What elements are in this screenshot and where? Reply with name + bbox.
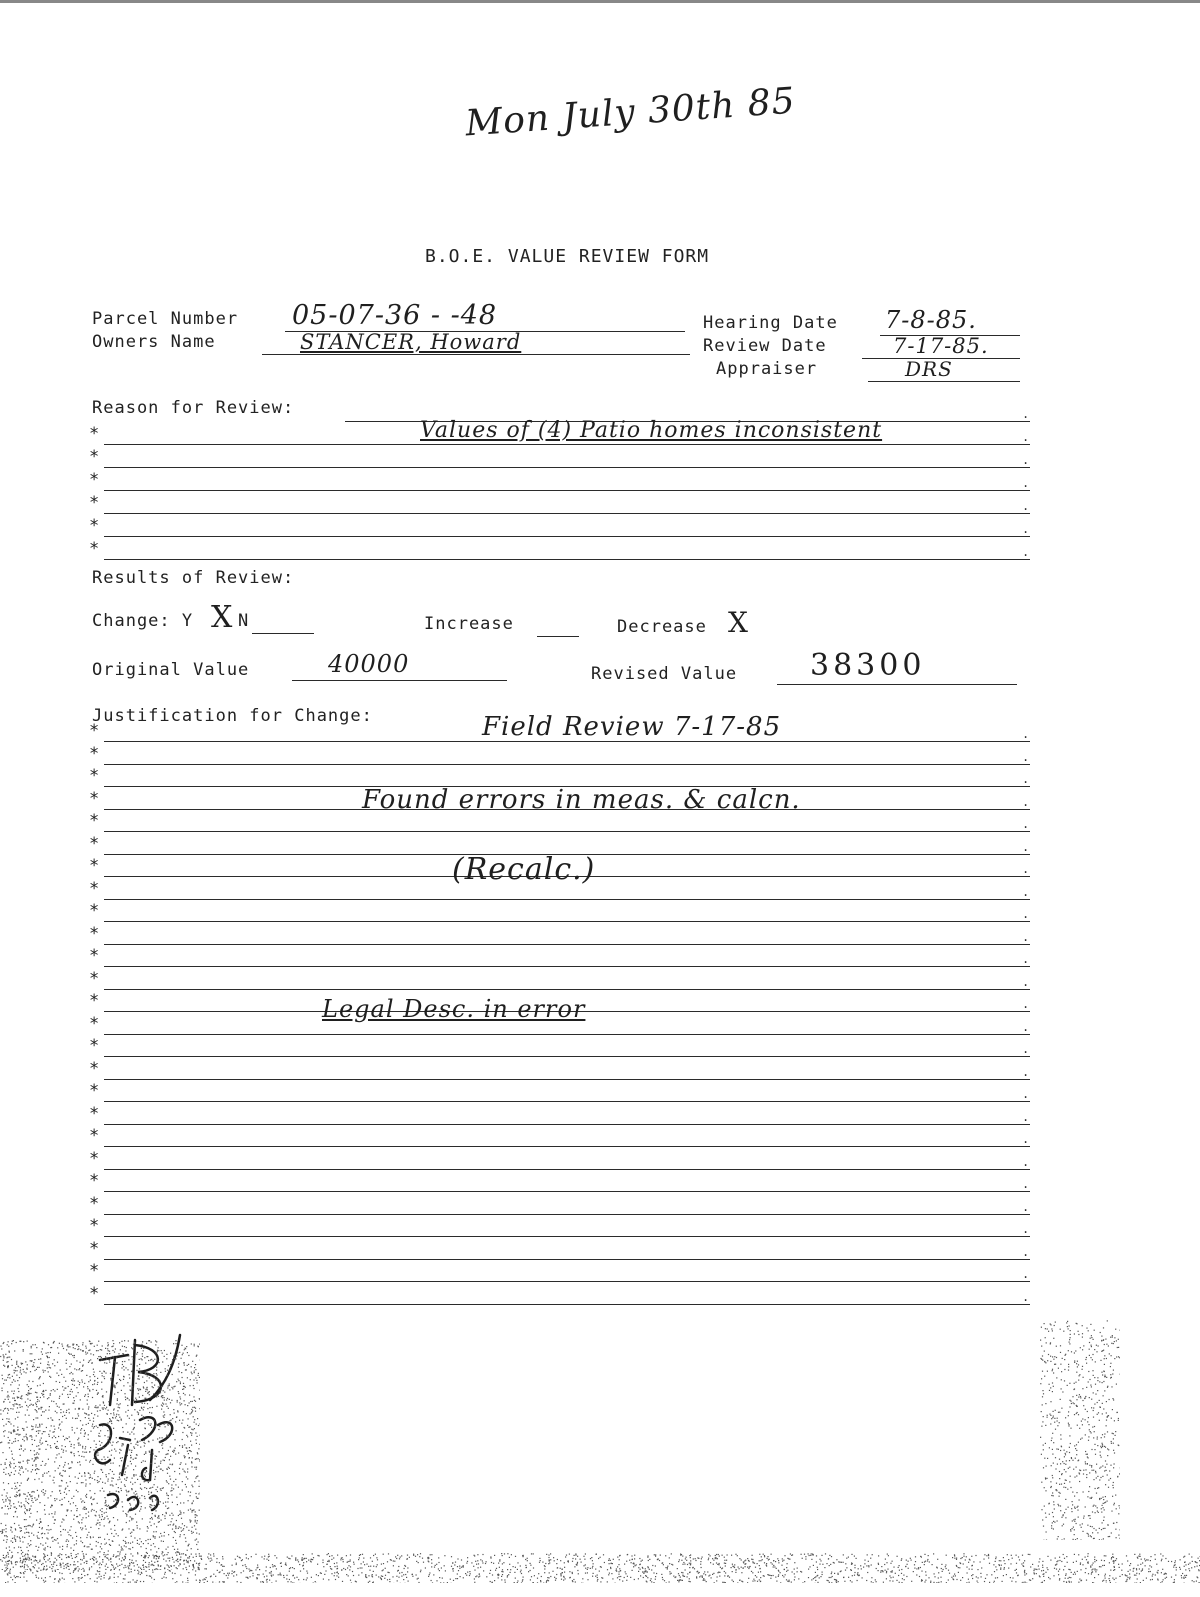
- justification-line: [104, 1214, 1030, 1215]
- decrease-mark: X: [728, 606, 749, 639]
- reason-line: [104, 536, 1030, 537]
- reason-line: [104, 467, 1030, 468]
- line-end-mark: .: [1022, 862, 1030, 876]
- justification-label: Justification for Change:: [92, 706, 373, 726]
- justification-bullet: *: [89, 879, 100, 899]
- line-end-mark: .: [1022, 1110, 1030, 1124]
- scan-noise-bottom: [0, 1553, 1200, 1583]
- line-end-mark: .: [1022, 1065, 1030, 1079]
- owners-name-value: STANCER, Howard: [300, 330, 522, 354]
- justification-line: [104, 1236, 1030, 1237]
- justification-bullet: *: [89, 1104, 100, 1124]
- justification-line: [104, 966, 1030, 967]
- line-end-mark: .: [1022, 795, 1030, 809]
- reason-bullet: *: [89, 447, 100, 467]
- justification-line-13-text: Legal Desc. in error: [322, 995, 586, 1023]
- review-date-label: Review Date: [703, 336, 827, 356]
- line-end-mark: .: [1022, 930, 1030, 944]
- line-end-mark: .: [1022, 545, 1030, 559]
- line-end-mark: .: [1022, 750, 1030, 764]
- review-date-value: 7-17-85.: [893, 334, 989, 358]
- line-end-mark: .: [1022, 1177, 1030, 1191]
- appraiser-underline: [868, 381, 1020, 382]
- justification-bullet: *: [89, 811, 100, 831]
- line-end-mark: .: [1022, 1020, 1030, 1034]
- owners-name-underline: [262, 354, 690, 355]
- reason-line: [104, 490, 1030, 491]
- change-yes-mark: X: [211, 600, 234, 635]
- justification-bullet: *: [89, 1171, 100, 1191]
- line-end-mark: .: [1022, 817, 1030, 831]
- line-end-mark: .: [1022, 1222, 1030, 1236]
- appraiser-value: DRS: [905, 357, 953, 381]
- justification-line: [104, 1101, 1030, 1102]
- justification-bullet: *: [89, 991, 100, 1011]
- justification-line: [104, 921, 1030, 922]
- justification-line: [104, 1281, 1030, 1282]
- reason-bullet: *: [89, 516, 100, 536]
- line-end-mark: .: [1022, 499, 1030, 513]
- original-value-text: 40000: [328, 650, 410, 678]
- justification-line: [104, 899, 1030, 900]
- owners-name-label: Owners Name: [92, 332, 216, 352]
- justification-bullet: *: [89, 969, 100, 989]
- results-of-review-label: Results of Review:: [92, 568, 295, 588]
- justification-bullet: *: [89, 856, 100, 876]
- revised-value-text: 38300: [810, 648, 926, 683]
- reason-bullet: *: [89, 493, 100, 513]
- appraiser-label: Appraiser: [716, 359, 818, 379]
- line-end-mark: .: [1022, 1245, 1030, 1259]
- reason-bullet: *: [89, 539, 100, 559]
- reason-line: [104, 559, 1030, 560]
- justification-bullet: *: [89, 1149, 100, 1169]
- line-end-mark: .: [1022, 1290, 1030, 1304]
- change-no-label: N: [238, 611, 250, 631]
- line-end-mark: .: [1022, 840, 1030, 854]
- change-no-underline: [252, 633, 314, 634]
- change-label: Change: Y: [92, 611, 194, 631]
- line-end-mark: .: [1022, 1267, 1030, 1281]
- increase-label: Increase: [424, 614, 514, 634]
- line-end-mark: .: [1022, 1087, 1030, 1101]
- line-end-mark: .: [1022, 772, 1030, 786]
- justification-bullet: *: [89, 766, 100, 786]
- line-end-mark: .: [1022, 952, 1030, 966]
- line-end-mark: .: [1022, 1200, 1030, 1214]
- line-end-mark: .: [1022, 407, 1030, 421]
- line-end-mark: .: [1022, 907, 1030, 921]
- reason-for-review-label: Reason for Review:: [92, 398, 295, 418]
- justification-bullet: *: [89, 1126, 100, 1146]
- parcel-number-label: Parcel Number: [92, 309, 239, 329]
- parcel-number-value: 05-07-36 - -48: [292, 300, 498, 331]
- justification-line: [104, 1056, 1030, 1057]
- reason-line: [104, 444, 1030, 445]
- justification-bullet: *: [89, 946, 100, 966]
- original-value-label: Original Value: [92, 660, 250, 680]
- justification-line: [104, 741, 1030, 742]
- handwritten-date-note: Mon July 30th 85: [463, 80, 797, 145]
- justification-line-7-text: (Recalc.): [452, 852, 596, 887]
- justification-line: [104, 764, 1030, 765]
- justification-line: [104, 1034, 1030, 1035]
- form-title: B.O.E. VALUE REVIEW FORM: [425, 246, 710, 267]
- reason-line: [104, 513, 1030, 514]
- line-end-mark: .: [1022, 885, 1030, 899]
- line-end-mark: .: [1022, 1042, 1030, 1056]
- justification-line: [104, 1124, 1030, 1125]
- justification-bullet: *: [89, 721, 100, 741]
- justification-bullet: *: [89, 1081, 100, 1101]
- justification-line: [104, 1304, 1030, 1305]
- line-end-mark: .: [1022, 1132, 1030, 1146]
- justification-line: [104, 831, 1030, 832]
- scan-noise-right: [1040, 1320, 1120, 1540]
- line-end-mark: .: [1022, 997, 1030, 1011]
- justification-bullet: *: [89, 744, 100, 764]
- reason-bullet: *: [89, 424, 100, 444]
- revised-value-label: Revised Value: [591, 664, 738, 684]
- justification-bullet: *: [89, 834, 100, 854]
- justification-line: [104, 1146, 1030, 1147]
- justification-bullet: *: [89, 1261, 100, 1281]
- justification-line: [104, 1169, 1030, 1170]
- hearing-date-value: 7-8-85.: [885, 306, 977, 334]
- justification-line: [104, 1191, 1030, 1192]
- reason-line-1-text: Values of (4) Patio homes inconsistent: [420, 418, 883, 443]
- justification-bullet: *: [89, 1284, 100, 1304]
- justification-line-4-text: Found errors in meas. & calcn.: [362, 785, 801, 815]
- scan-top-edge: [0, 0, 1200, 3]
- line-end-mark: .: [1022, 1155, 1030, 1169]
- hearing-date-label: Hearing Date: [703, 313, 838, 333]
- justification-line: [104, 1259, 1030, 1260]
- justification-line: [104, 989, 1030, 990]
- justification-line-1-text: Field Review 7-17-85: [482, 712, 782, 742]
- line-end-mark: .: [1022, 476, 1030, 490]
- justification-bullet: *: [89, 1059, 100, 1079]
- justification-line: [104, 1079, 1030, 1080]
- justification-line: [104, 944, 1030, 945]
- line-end-mark: .: [1022, 430, 1030, 444]
- reason-bullet: *: [89, 470, 100, 490]
- increase-underline: [537, 636, 579, 637]
- line-end-mark: .: [1022, 727, 1030, 741]
- line-end-mark: .: [1022, 975, 1030, 989]
- justification-bullet: *: [89, 1194, 100, 1214]
- scan-noise-left: [0, 1340, 200, 1570]
- justification-bullet: *: [89, 924, 100, 944]
- justification-bullet: *: [89, 789, 100, 809]
- line-end-mark: .: [1022, 522, 1030, 536]
- justification-bullet: *: [89, 901, 100, 921]
- justification-bullet: *: [89, 1014, 100, 1034]
- justification-bullet: *: [89, 1036, 100, 1056]
- original-value-underline: [292, 680, 507, 681]
- decrease-label: Decrease: [617, 617, 707, 637]
- justification-bullet: *: [89, 1239, 100, 1259]
- line-end-mark: .: [1022, 453, 1030, 467]
- justification-bullet: *: [89, 1216, 100, 1236]
- revised-value-underline: [777, 684, 1017, 685]
